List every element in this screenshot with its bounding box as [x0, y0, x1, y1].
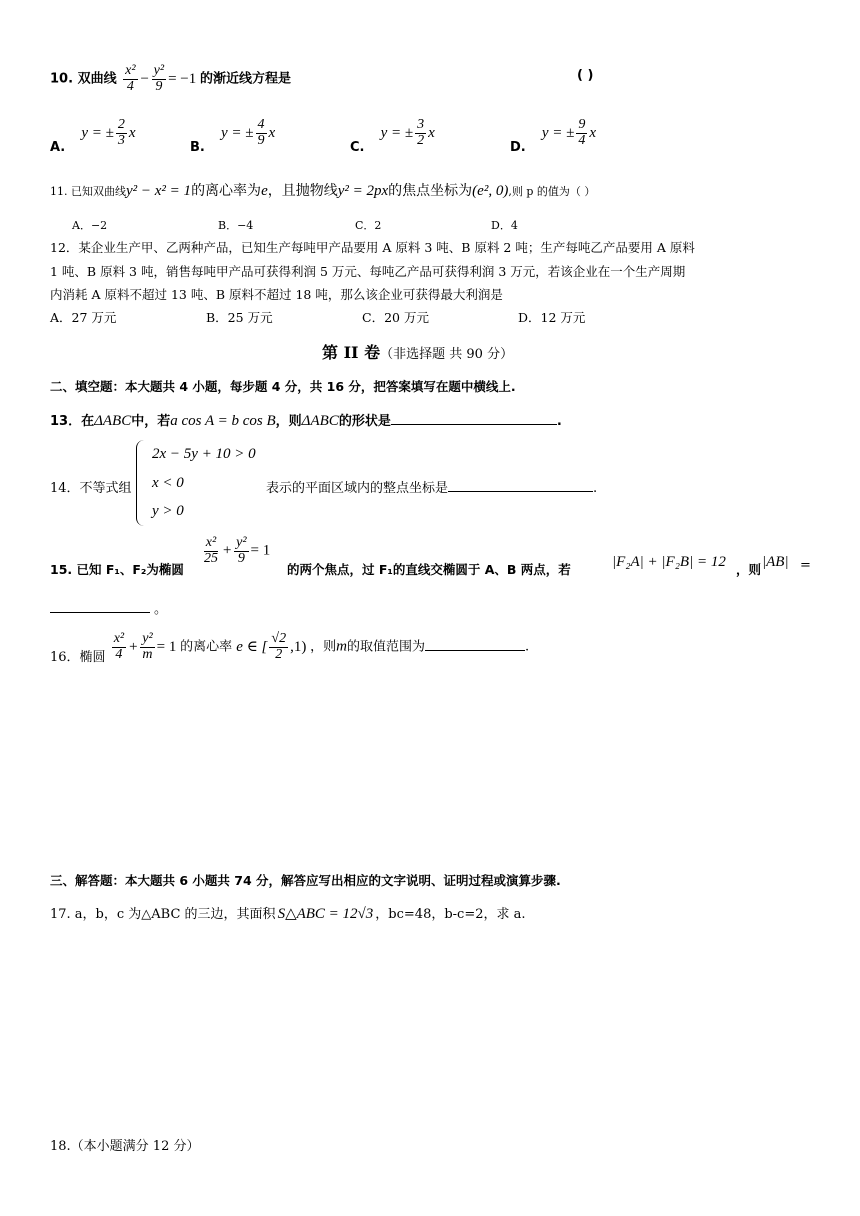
- q13-end: .: [556, 414, 562, 429]
- q15-mid: 的两个焦点，过 F₁的直线交椭圆于 A、B 两点，若: [287, 562, 571, 577]
- q11-coord: (e², 0): [472, 183, 509, 199]
- q12-option-c: C．20 万元: [362, 310, 429, 325]
- q13-triangle-2: ΔABC: [301, 413, 339, 429]
- q16-frac2-den: m: [142, 646, 153, 662]
- q10-option-d-den: 4: [578, 132, 586, 148]
- q14-brace: [136, 440, 147, 526]
- q13: [50, 410, 562, 430]
- q10-option-b-var: x: [268, 124, 276, 141]
- q16-eq-rhs: = 1: [156, 638, 177, 655]
- q10-option-c-num: 3: [417, 117, 425, 132]
- q14-post-wrap: [266, 477, 597, 496]
- q10-option-a-lhs: y = ±: [81, 124, 114, 141]
- q14-pre: 14．不等式组: [50, 481, 132, 496]
- q10-option-d-label: D.: [510, 139, 526, 155]
- q10-option-b-lhs: y = ±: [221, 124, 254, 141]
- q10-option-d: [510, 117, 597, 155]
- q10-option-d-lhs: y = ±: [541, 124, 575, 141]
- q10-option-a-den: 3: [117, 132, 125, 148]
- q16-sqrt-den: 2: [275, 646, 283, 662]
- q16-frac1-num: x²: [113, 631, 125, 646]
- section-2-subtitle: （非选择题 共 90 分）: [380, 347, 514, 362]
- q10-frac1-den: 4: [126, 78, 134, 94]
- q16-pre: 16．椭圆: [50, 649, 106, 665]
- q16-frac1-den: 4: [115, 646, 123, 662]
- q18: 18.（本小题满分 12 分）: [50, 1139, 200, 1154]
- q13-equation: a cos A = b cos B: [170, 413, 276, 429]
- q12-line-3: 内消耗 A 原料不超过 13 吨、B 原料不超过 18 吨，那么该企业可获得最大利润是: [50, 287, 503, 302]
- q11-stem: [50, 180, 595, 200]
- q10-option-b-label: B.: [190, 139, 205, 155]
- part-2-heading: 二、填空题：本大题共 4 小题，每步题 4 分，共 16 分，把答案填写在题中横线上.: [50, 379, 516, 394]
- q16-range: [236, 631, 310, 662]
- q15-frac2-num: y²: [236, 535, 247, 550]
- q13-triangle-1: ΔABC: [94, 413, 132, 429]
- q13-mid2: ，则: [275, 414, 302, 429]
- q14-post: 表示的平面区域内的整点坐标是: [266, 481, 449, 496]
- q13-mid1: 中，若: [131, 414, 171, 429]
- q13-post: 的形状是: [338, 414, 391, 429]
- q16-post: 的取值范围为: [346, 639, 425, 655]
- q11-mid2: ，且抛物线: [267, 183, 338, 199]
- q16-frac2-num: y²: [142, 631, 153, 646]
- q15-frac2-den: 9: [237, 550, 245, 566]
- q16-mid: 的离心率: [180, 639, 233, 655]
- q15-pre: 15. 已知 F₁、F₂为椭圆: [50, 562, 184, 577]
- q15-eq-rhs: = 1: [250, 542, 271, 559]
- q15-frac1-num: x²: [205, 535, 217, 550]
- q10-option-b-num: 4: [257, 117, 265, 132]
- q10-frac1-num: x²: [125, 63, 136, 78]
- q10-number: 10.: [50, 71, 74, 87]
- q10-option-d-var: x: [589, 124, 597, 141]
- q13-answer-blank[interactable]: [391, 412, 557, 425]
- q10-minus: −: [139, 70, 150, 87]
- q11-stem-post: ,则 p 的值为（ ）: [508, 185, 596, 198]
- q16-e-in: e ∈ [: [236, 638, 268, 655]
- q15-ab: |AB|: [762, 554, 789, 570]
- q11-mid1: 的离心率为: [191, 183, 262, 199]
- q11-option-b: B．−4: [218, 219, 254, 232]
- q11-eq1: y² − x² = 1: [126, 183, 192, 199]
- q14-row-1: 2x − 5y + 10 > 0: [152, 446, 256, 462]
- q10-option-d-num: 9: [578, 117, 586, 132]
- q10-option-b: [190, 117, 276, 155]
- q10-option-a-num: 2: [117, 117, 125, 132]
- q10-option-b-den: 9: [257, 132, 265, 148]
- q13-pre: 13．在: [50, 414, 95, 429]
- q10-equation: [121, 63, 200, 94]
- q10-option-c-lhs: y = ±: [380, 124, 414, 141]
- q10-option-c: [350, 117, 435, 155]
- q11-e: e: [261, 183, 268, 199]
- q15-mid2: ，则: [736, 562, 762, 577]
- q10-option-c-label: C.: [350, 139, 365, 155]
- q14-row-3: y > 0: [152, 503, 184, 519]
- q16-plus: +: [128, 638, 139, 655]
- q11-eq2: y² = 2px: [337, 183, 389, 199]
- q16-answer-blank[interactable]: [425, 638, 525, 651]
- q16-end: .: [524, 639, 530, 655]
- q10-option-c-den: 2: [417, 132, 425, 148]
- q14-answer-blank[interactable]: [448, 479, 593, 492]
- q11-option-a: A．−2: [72, 219, 108, 232]
- q15-answer-blank[interactable]: [50, 600, 150, 613]
- q12-option-d: D．12 万元: [518, 310, 586, 325]
- q10-stem-pre: 双曲线: [77, 71, 117, 87]
- section-2-title-main: 第 II 卷: [322, 343, 381, 362]
- q14-end: .: [593, 481, 598, 496]
- q10-option-c-var: x: [428, 124, 435, 141]
- part-3-heading: 三、解答题：本大题共 6 小题共 74 分，解答应写出相应的文字说明、证明过程或演算步骤.: [50, 873, 561, 888]
- q15-condition: |F₂A| + |F₂B| = 12: [612, 554, 726, 570]
- q12-line-1: 12．某企业生产甲、乙两种产品，已知生产每吨甲产品要用 A 原料 3 吨、B 原料 2 吨；生产每吨乙产品要用 A 原料: [50, 240, 695, 255]
- q10-stem: [50, 64, 291, 94]
- q10-option-a-var: x: [128, 124, 136, 141]
- q11-stem-pre: 已知双曲线: [71, 185, 126, 198]
- q17: [50, 903, 526, 923]
- q10-option-a-label: A.: [50, 139, 66, 155]
- q10-frac2-num: y²: [153, 63, 165, 78]
- q10-eq-rhs: = −1: [168, 70, 197, 87]
- q15-plus: +: [222, 542, 233, 559]
- q10-option-a: [50, 117, 136, 155]
- q15-end: 。: [154, 602, 168, 617]
- q16: [50, 631, 530, 665]
- q16-range-end: ,1): [290, 638, 307, 655]
- q16-sqrt-num: √2: [271, 631, 287, 646]
- q11-number: 11.: [50, 185, 68, 198]
- q15-frac1-den: 25: [204, 550, 218, 566]
- q17-area: S△ABC = 12√3: [277, 906, 374, 922]
- q16-m: m: [336, 638, 347, 655]
- q11-mid3: 的焦点坐标为: [388, 183, 473, 199]
- q14-row-2: x < 0: [152, 475, 184, 491]
- q17-post: ，bc=48，b-c=2，求 a.: [375, 907, 526, 922]
- q12-option-b: B．25 万元: [206, 310, 273, 325]
- q17-pre: 17. a，b，c 为△ABC 的三边，其面积: [50, 907, 276, 922]
- q15-answer-line: [50, 598, 167, 617]
- q12-option-a: A．27 万元: [50, 310, 117, 325]
- q10-frac2-den: 9: [155, 78, 163, 94]
- q10-answer-bracket: ( ): [577, 68, 594, 83]
- q11-option-d: D．4: [491, 219, 518, 232]
- q11-option-c: C．2: [355, 219, 382, 232]
- q10-stem-post: 的渐近线方程是: [200, 71, 292, 87]
- q16-equation: [110, 631, 180, 662]
- q15-eqsign: =: [800, 558, 811, 573]
- q15-equation: [200, 536, 270, 566]
- q12-line-2: 1 吨、B 原料 3 吨，销售每吨甲产品可获得利润 5 万元、每吨乙产品可获得利润 3 万元，若该企业在一个生产周期: [50, 264, 686, 279]
- section-2-title: [322, 340, 513, 363]
- q16-mid2: ，则: [310, 639, 337, 655]
